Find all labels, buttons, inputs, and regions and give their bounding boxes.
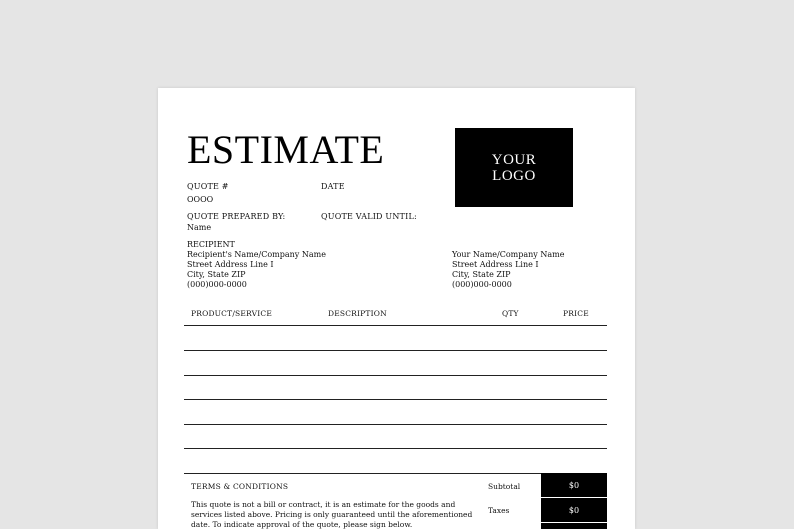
subtotal-label: Subtotal	[488, 482, 521, 491]
quote-number-label: QUOTE #	[187, 182, 229, 191]
valid-until-label: QUOTE VALID UNTIL:	[321, 212, 417, 221]
document-title: ESTIMATE	[187, 127, 385, 172]
recipient-city: City, State ZIP	[187, 270, 246, 279]
quote-number-value: OOOO	[187, 195, 214, 204]
date-label: DATE	[321, 182, 345, 191]
prepared-by-value: Name	[187, 223, 212, 232]
sender-name: Your Name/Company Name	[452, 250, 565, 259]
col-header-qty: QTY	[502, 309, 519, 318]
sender-city: City, State ZIP	[452, 270, 511, 279]
recipient-block	[187, 240, 326, 290]
subtotal-amount: $0	[568, 480, 580, 490]
col-header-description: DESCRIPTION	[328, 309, 387, 318]
prepared-by-label: QUOTE PREPARED BY:	[187, 212, 286, 221]
recipient-name: Recipient's Name/Company Name	[187, 250, 326, 259]
col-header-price: PRICE	[563, 309, 589, 318]
table-row-rule	[184, 399, 607, 400]
estimate-sheet	[158, 88, 635, 529]
terms-body: This quote is not a bill or contract, it is an estimate for the goods and services listed above. Pricing is only guaranteed until the aforementioned date. To indicate approval of the quote, please sign below.	[191, 500, 473, 529]
taxes-value	[541, 498, 607, 522]
table-row-rule	[184, 448, 607, 449]
recipient-address: Street Address Line I	[187, 260, 274, 269]
taxes-amount: $0	[568, 505, 580, 515]
recipient-label: RECIPIENT	[187, 240, 235, 249]
col-header-product: PRODUCT/SERVICE	[191, 309, 273, 318]
sender-block	[452, 250, 564, 290]
logo-placeholder	[455, 128, 573, 207]
taxes-label: Taxes	[488, 506, 510, 515]
table-row-rule	[184, 375, 607, 376]
next-total-box	[541, 523, 607, 529]
subtotal-value	[541, 473, 607, 497]
logo-line-2: LOGO	[492, 167, 536, 184]
sender-phone: (000)000-0000	[452, 280, 512, 289]
sender-address: Street Address Line I	[452, 260, 539, 269]
table-row-rule	[184, 424, 607, 425]
table-row-rule	[184, 325, 607, 326]
recipient-phone: (000)000-0000	[187, 280, 247, 289]
logo-line-1: YOUR	[491, 151, 537, 168]
table-row-rule	[184, 350, 607, 351]
terms-heading: TERMS & CONDITIONS	[191, 482, 289, 491]
